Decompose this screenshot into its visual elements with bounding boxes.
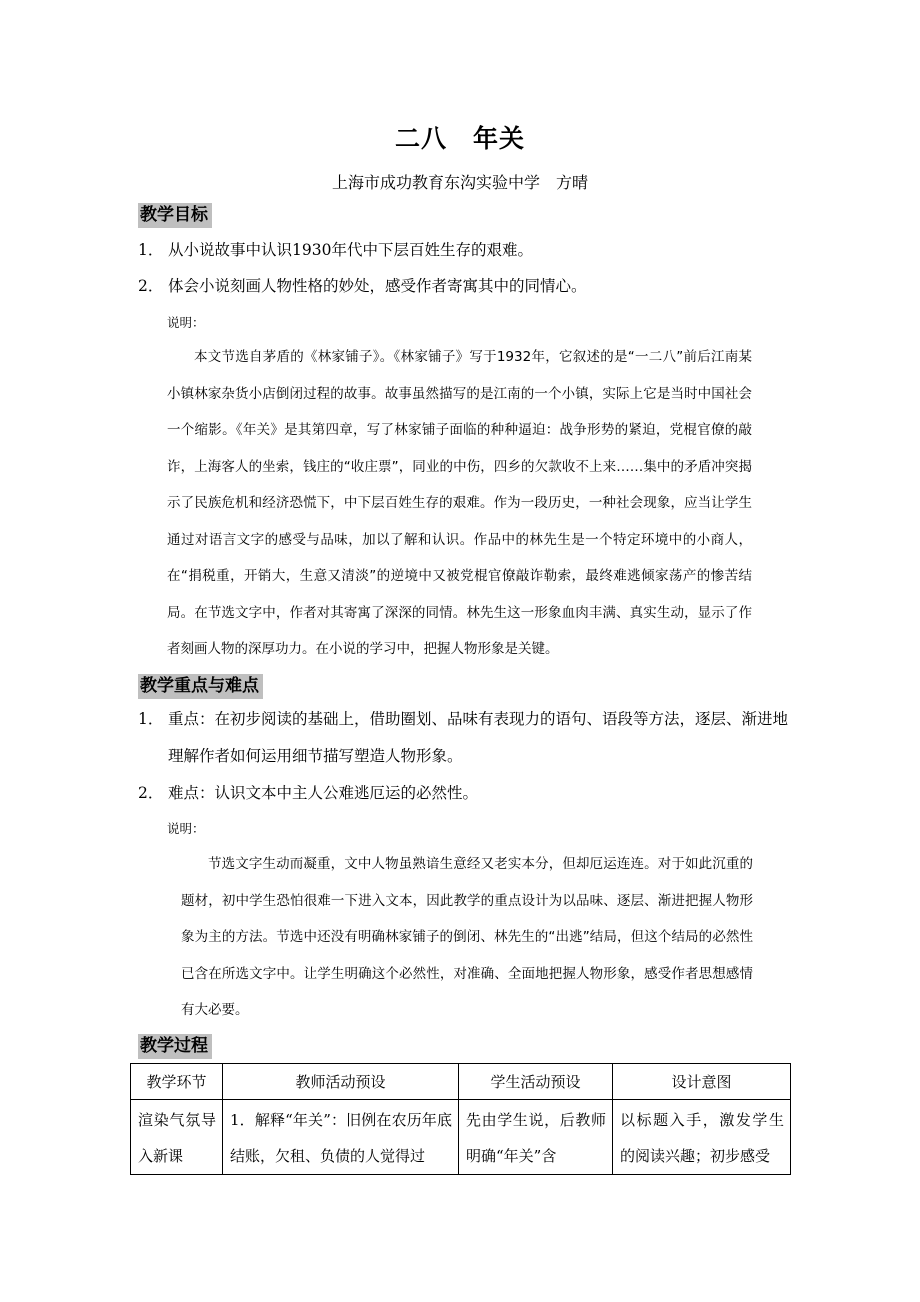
focus-note-label: 说明：	[167, 821, 205, 836]
goals-note-label: 说明：	[167, 315, 205, 330]
goal-item-text: 体会小说刻画人物性格的妙处，感受作者寄寓其中的同情心。	[168, 277, 587, 295]
table-row	[131, 1100, 791, 1175]
focus-note-paragraph: 节选文字生动而凝重，文中人物虽熟谙生意经又老实本分，但却厄运连连。对于如此沉重的题材，初中学生恐怕很难一下进入文本，因此教学的重点设计为以品味、逐层、渐进把握人物形象为主的方法。节选中还没有明确林家铺子的倒闭、林先生的“出逃”结局，但这个结局的必然性已含在所选文字中。让学生明确这个必然性，对准确、全面地把握人物形象，感受作者思想感情有大必要。	[181, 856, 753, 1018]
student-activity-cell: 先由学生说，后教师明确“年关”含	[459, 1100, 613, 1175]
focus-item-number: 2．	[138, 784, 164, 802]
process-table	[130, 1063, 791, 1175]
design-intent-cell: 以标题入手，激发学生的阅读兴趣；初步感受	[613, 1100, 791, 1175]
focus-item	[138, 775, 788, 812]
focus-item-text: 难点：认识文本中主人公难逃厄运的必然性。	[168, 784, 479, 802]
focus-item-number: 1．	[138, 710, 164, 728]
section-heading-goals: 教学目标	[138, 203, 212, 228]
table-header-row	[131, 1064, 791, 1100]
column-header: 学生活动预设	[459, 1064, 613, 1100]
page-title: 二八 年关	[394, 124, 525, 153]
column-header: 教师活动预设	[223, 1064, 459, 1100]
focus-item-text: 重点：在初步阅读的基础上，借助圈划、品味有表现力的语句、语段等方法，逐层、渐进地理解作者如何运用细节描写塑造人物形象。	[168, 710, 789, 765]
stage-cell: 渲染气氛导入新课	[131, 1100, 223, 1175]
goal-item-number: 1．	[138, 241, 164, 259]
focus-item	[138, 701, 788, 775]
section-heading-focus: 教学重点与难点	[138, 674, 263, 699]
author-line: 上海市成功教育东沟实验中学 方晴	[331, 173, 588, 192]
column-header: 教学环节	[131, 1064, 223, 1100]
goals-note-paragraph: 本文节选自茅盾的《林家铺子》。《林家铺子》写于1932年，它叙述的是“一二八”前后江南某小镇林家杂货小店倒闭过程的故事。故事虽然描写的是江南的一个小镇，实际上它是当时中国社会一个缩影。《年关》是其第四章，写了林家铺子面临的种种逼迫：战争形势的紧迫，党棍官僚的敲诈，上海客人的坐索，钱庄的“收庄票”，同业的中伤，四乡的欠款收不上来……集中的矛盾冲突揭示了民族危机和经济恐慌下，中下层百姓生存的艰难。作为一段历史，一种社会现象，应当让学生通过对语言文字的感受与品味，加以了解和认识。作品中的林先生是一个特定环境中的小商人，在“捐税重，开销大，生意又清淡”的逆境中又被党棍官僚敲诈勒索，最终难逃倾家荡产的惨苦结局。在节选文字中，作者对其寄寓了深深的同情。林先生这一形象血肉丰满、真实生动，显示了作者刻画人物的深厚功力。在小说的学习中，把握人物形象是关键。	[167, 349, 752, 657]
goal-item	[138, 232, 788, 269]
column-header: 设计意图	[613, 1064, 791, 1100]
section-heading-process: 教学过程	[138, 1034, 212, 1059]
teacher-activity-cell: 1．解释“年关”：旧例在农历年底结账，欠租、负债的人觉得过	[223, 1100, 459, 1175]
goal-item	[138, 268, 788, 305]
goal-item-number: 2．	[138, 277, 164, 295]
goal-item-text: 从小说故事中认识1930年代中下层百姓生存的艰难。	[168, 241, 533, 259]
